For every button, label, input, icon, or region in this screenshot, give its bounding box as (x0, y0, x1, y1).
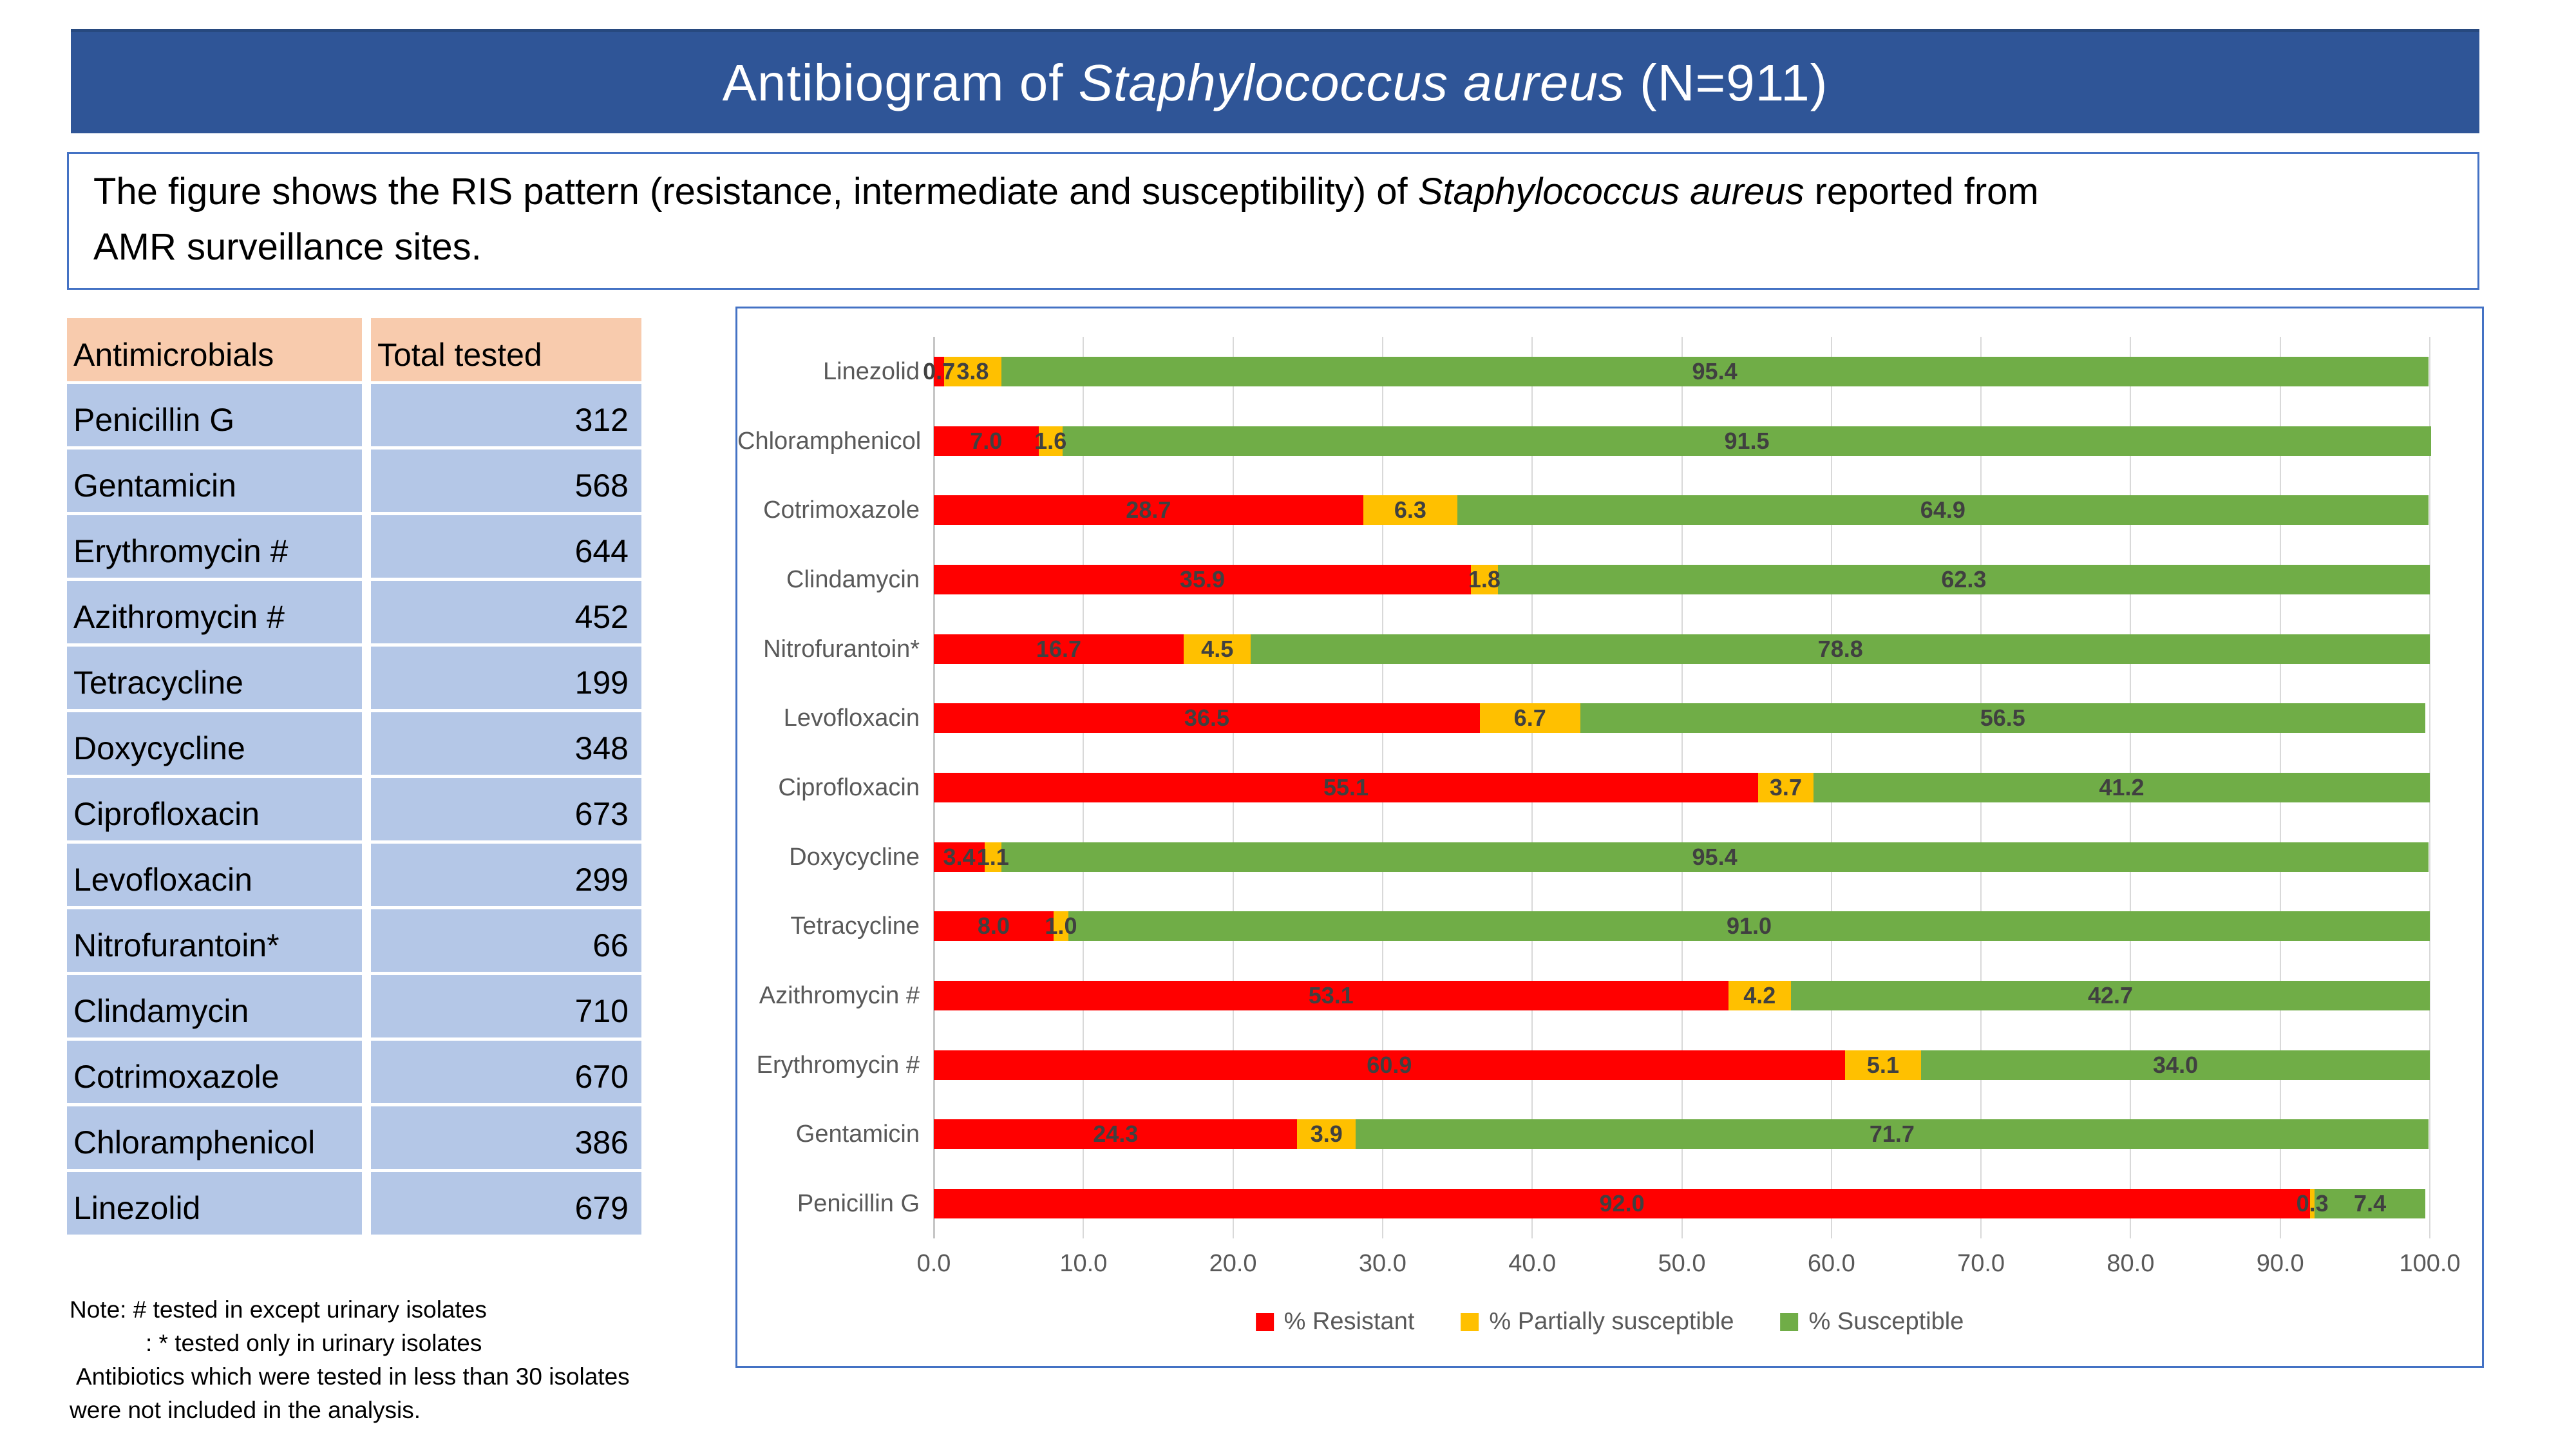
table-cell-antimicrobial: Cotrimoxazole (67, 1041, 362, 1103)
x-tick-label: 80.0 (2107, 1250, 2155, 1277)
table-cell-total-tested: 452 (371, 581, 641, 643)
bar-value-label: 1.1 (976, 843, 1009, 870)
category-label: Penicillin G (797, 1190, 920, 1218)
bar-row (923, 357, 2430, 386)
bar-value-label: 78.8 (1817, 635, 1863, 662)
segment-resistant (934, 634, 1184, 664)
category-label: Erythromycin # (756, 1051, 920, 1079)
table-cell-antimicrobial: Chloramphenicol (67, 1106, 362, 1169)
segment-susceptible (1921, 1050, 2430, 1080)
bar-row (934, 981, 2430, 1010)
legend-swatch-icon (1461, 1313, 1479, 1331)
table-header-antimicrobials: Antimicrobials (67, 318, 362, 381)
legend-swatch-icon (1256, 1313, 1274, 1331)
bar-value-label: 6.7 (1513, 705, 1546, 732)
bar-value-label: 91.5 (1724, 427, 1770, 454)
table-cell-total-tested: 66 (371, 909, 641, 972)
bar-value-label: 36.5 (1184, 705, 1229, 732)
bar-value-label: 8.0 (977, 913, 1010, 940)
x-tick-label: 40.0 (1508, 1250, 1557, 1277)
legend (1256, 1308, 1964, 1336)
bar-value-label: 91.0 (1726, 913, 1772, 940)
legend-label: % Susceptible (1808, 1308, 1964, 1335)
segment-susceptible (1580, 703, 2425, 733)
table-cell-antimicrobial: Azithromycin # (67, 581, 362, 643)
table-cell-antimicrobial: Tetracycline (67, 647, 362, 709)
bar-value-label: 55.1 (1323, 774, 1369, 800)
table-cell-total-tested: 386 (371, 1106, 641, 1169)
bar-value-label: 56.5 (1980, 705, 2025, 732)
table-cell-antimicrobial: Doxycycline (67, 712, 362, 775)
table-cell-total-tested: 199 (371, 647, 641, 709)
bar-value-label: 64.9 (1920, 497, 1965, 524)
table-cell-total-tested: 710 (371, 975, 641, 1037)
category-label: Clindamycin (786, 565, 920, 593)
bar-row (934, 703, 2430, 733)
category-label: Nitrofurantoin* (763, 635, 920, 663)
segment-partially-susceptible (1045, 911, 1077, 941)
table-cell-total-tested: 673 (371, 778, 641, 840)
x-tick-label: 50.0 (1658, 1250, 1706, 1277)
bar-row (934, 495, 2430, 525)
segment-susceptible (1001, 842, 2429, 872)
bar-value-label: 16.7 (1036, 635, 1082, 662)
category-label: Azithromycin # (759, 982, 920, 1010)
category-label: Levofloxacin (783, 705, 920, 732)
segment-susceptible (1457, 495, 2429, 525)
segment-resistant (934, 495, 1363, 525)
segment-resistant (934, 773, 1758, 802)
table-header-total-tested: Total tested (371, 318, 641, 381)
bar-row (934, 773, 2430, 802)
note-line: : * tested only in urinary isolates (146, 1330, 482, 1356)
x-tick-label: 70.0 (1957, 1250, 2005, 1277)
bar-value-label: 7.4 (2354, 1190, 2387, 1217)
table-cell-antimicrobial: Levofloxacin (67, 844, 362, 906)
bar-value-label: 28.7 (1126, 497, 1171, 524)
segment-susceptible (1791, 981, 2430, 1010)
table-cell-antimicrobial: Linezolid (67, 1172, 362, 1235)
bar-value-label: 34.0 (2153, 1051, 2199, 1078)
table-cell-antimicrobial: Gentamicin (67, 450, 362, 512)
bar-value-label: 5.1 (1866, 1051, 1899, 1078)
x-tick-label: 100.0 (2399, 1250, 2461, 1277)
bar-value-label: 3.9 (1310, 1121, 1343, 1148)
segment-susceptible (1251, 634, 2430, 664)
table-cell-total-tested: 312 (371, 384, 641, 446)
segment-resistant (934, 911, 1054, 941)
segment-susceptible (1063, 426, 2432, 456)
bar-value-label: 92.0 (1599, 1190, 1645, 1217)
category-label: Cotrimoxazole (763, 497, 920, 524)
bar-value-label: 62.3 (1941, 565, 1987, 592)
bar-value-label: 6.3 (1394, 497, 1426, 524)
bar-value-label: 95.4 (1692, 843, 1738, 870)
segment-partially-susceptible (1845, 1050, 1921, 1080)
legend-item (1781, 1308, 1964, 1336)
chart-area (735, 307, 2484, 1368)
footnotes (70, 1293, 778, 1427)
bar-row (934, 634, 2430, 664)
bar-value-label: 53.1 (1308, 982, 1354, 1009)
segment-partially-susceptible (1758, 773, 1814, 802)
segment-partially-susceptible (1034, 426, 1067, 456)
bar-value-label: 7.0 (970, 427, 1003, 454)
bar-value-label: 4.2 (1743, 982, 1776, 1009)
bar-value-label: 24.3 (1093, 1121, 1139, 1148)
segment-susceptible (1814, 773, 2430, 802)
bar-value-label: 95.4 (1692, 357, 1738, 384)
x-tick-label: 20.0 (1209, 1250, 1257, 1277)
segment-susceptible (1068, 911, 2430, 941)
segment-resistant (923, 357, 956, 386)
title-bar (71, 29, 2479, 133)
bar-value-label: 3.7 (1769, 774, 1802, 800)
segment-partially-susceptible (1728, 981, 1792, 1010)
category-label: Gentamicin (795, 1121, 920, 1148)
category-label: Ciprofloxacin (778, 774, 920, 801)
page-title: Antibiogram of Staphylococcus aureus (N=911) (722, 53, 1828, 111)
segment-resistant (934, 565, 1471, 594)
segment-partially-susceptible (1468, 565, 1501, 594)
category-label: Chloramphenicol (737, 427, 922, 455)
bar-value-label: 71.7 (1869, 1121, 1915, 1148)
bar-value-label: 1.0 (1045, 913, 1077, 940)
category-label: Doxycycline (789, 843, 920, 871)
segment-partially-susceptible (1363, 495, 1457, 525)
description-text: The figure shows the RIS pattern (resistance, intermediate and susceptibility) of Staphylococcus aureus reported from AMR surveillance sites. (93, 171, 2039, 268)
bar-row (934, 426, 2430, 456)
bar-value-label: 1.6 (1034, 427, 1067, 454)
bar-row (934, 565, 2430, 594)
bar-value-label: 60.9 (1367, 1051, 1412, 1078)
table-cell-total-tested: 679 (371, 1172, 641, 1235)
segment-resistant (934, 426, 1039, 456)
bar-row (934, 842, 2430, 872)
legend-label: % Resistant (1283, 1308, 1415, 1335)
table-cell-antimicrobial: Penicillin G (67, 384, 362, 446)
segment-resistant (934, 981, 1728, 1010)
segment-partially-susceptible (1480, 703, 1580, 733)
table-cell-antimicrobial: Nitrofurantoin* (67, 909, 362, 972)
table-cell-antimicrobial: Clindamycin (67, 975, 362, 1037)
x-tick-label: 10.0 (1059, 1250, 1108, 1277)
antimicrobials-table (67, 318, 641, 1235)
segment-partially-susceptible (2296, 1189, 2329, 1218)
table-cell-total-tested: 644 (371, 515, 641, 578)
legend-label: % Partially susceptible (1489, 1308, 1734, 1335)
bar-value-label: 42.7 (2087, 982, 2134, 1009)
note-line: Note: # tested in except urinary isolates (70, 1296, 487, 1323)
table-cell-total-tested: 670 (371, 1041, 641, 1103)
x-tick-label: 30.0 (1358, 1250, 1406, 1277)
segment-partially-susceptible (1297, 1119, 1356, 1149)
segment-resistant (934, 1050, 1845, 1080)
legend-item (1461, 1308, 1734, 1336)
description-box (67, 152, 2479, 290)
species-name-italic: Staphylococcus aureus (1417, 171, 1804, 213)
description-line2: AMR surveillance sites. (93, 226, 482, 268)
bar-value-label: 41.2 (2099, 774, 2145, 800)
species-name-italic: Staphylococcus aureus (1078, 53, 1625, 111)
segment-susceptible (2315, 1189, 2425, 1218)
table-cell-total-tested: 348 (371, 712, 641, 775)
bar-value-label: 4.5 (1201, 635, 1234, 662)
x-tick-label: 0.0 (916, 1250, 951, 1277)
table-cell-total-tested: 299 (371, 844, 641, 906)
x-tick-label: 60.0 (1807, 1250, 1855, 1277)
category-label: Tetracycline (790, 913, 920, 940)
segment-resistant (934, 703, 1480, 733)
category-label: Linezolid (823, 357, 920, 385)
bar-value-label: 0.7 (923, 357, 956, 384)
segment-susceptible (1001, 357, 2429, 386)
segment-susceptible (1356, 1119, 2429, 1149)
note-line: were not included in the analysis. (70, 1397, 421, 1423)
x-tick-label: 90.0 (2256, 1250, 2304, 1277)
bar-row (934, 1189, 2430, 1218)
bar-row (934, 1050, 2430, 1080)
legend-item (1256, 1308, 1415, 1336)
bar-value-label: 35.9 (1179, 565, 1226, 592)
table-cell-antimicrobial: Erythromycin # (67, 515, 362, 578)
table-cell-total-tested: 568 (371, 450, 641, 512)
bar-value-label: 1.8 (1468, 565, 1501, 592)
table-cell-antimicrobial: Ciprofloxacin (67, 778, 362, 840)
segment-resistant (934, 1189, 2310, 1218)
segment-susceptible (1498, 565, 2430, 594)
segment-partially-susceptible (1184, 634, 1251, 664)
legend-swatch-icon (1781, 1313, 1799, 1331)
bar-row (934, 911, 2430, 941)
bar-value-label: 0.3 (2296, 1190, 2329, 1217)
segment-partially-susceptible (976, 842, 1009, 872)
bar-value-label: 3.4 (943, 843, 976, 870)
bar-row (934, 1119, 2430, 1149)
segment-resistant (934, 1119, 1297, 1149)
note-line: Antibiotics which were tested in less than 30 isolates (76, 1363, 630, 1390)
bar-value-label: 3.8 (956, 357, 989, 384)
